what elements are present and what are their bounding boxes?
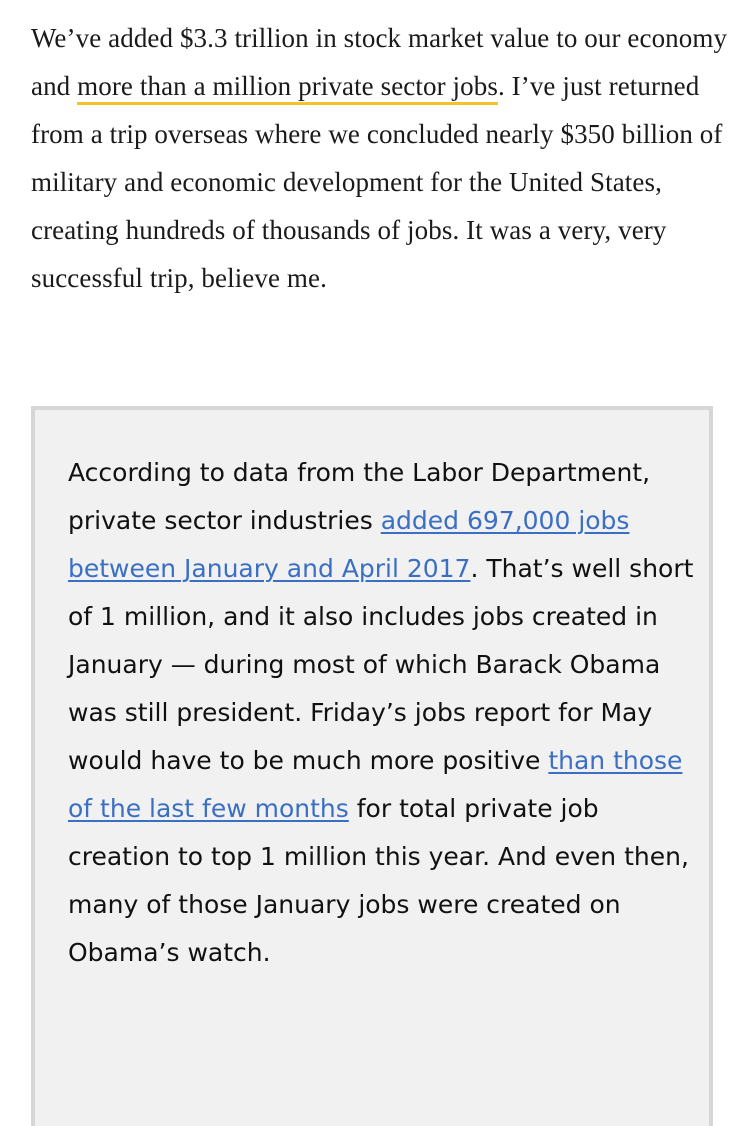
highlighted-claim[interactable]: more than a million private sector jobs xyxy=(77,71,498,105)
quote-part-2: . I’ve just returned from a trip overseas where we concluded nearly $350 billion of military and economic development for the United States, creating hundreds of thousands of jobs. It was a very, very successful trip, believe me. xyxy=(31,71,723,293)
fact-check-text xyxy=(68,449,698,977)
labor-data-link[interactable]: added 697,000 jobs between January and April 2017 xyxy=(68,506,630,583)
recent-months-link[interactable]: than those of the last few months xyxy=(68,746,683,823)
fact-intro: According to data from the Labor Department, private sector industries xyxy=(68,458,651,535)
quote-text xyxy=(31,14,731,302)
quote-paragraph xyxy=(31,14,731,302)
fact-check-box xyxy=(31,406,713,1126)
fact-middle: . That’s well short of 1 million, and it also includes jobs created in January — during most of which Barack Obama was still president. Friday’s jobs report for May would have to be much more positive xyxy=(68,554,694,775)
fact-end: for total private job creation to top 1 million this year. And even then, many of those January jobs were created on Obama’s watch. xyxy=(68,794,689,967)
quote-part-1: We’ve added $3.3 trillion in stock market value to our economy and xyxy=(31,23,728,101)
